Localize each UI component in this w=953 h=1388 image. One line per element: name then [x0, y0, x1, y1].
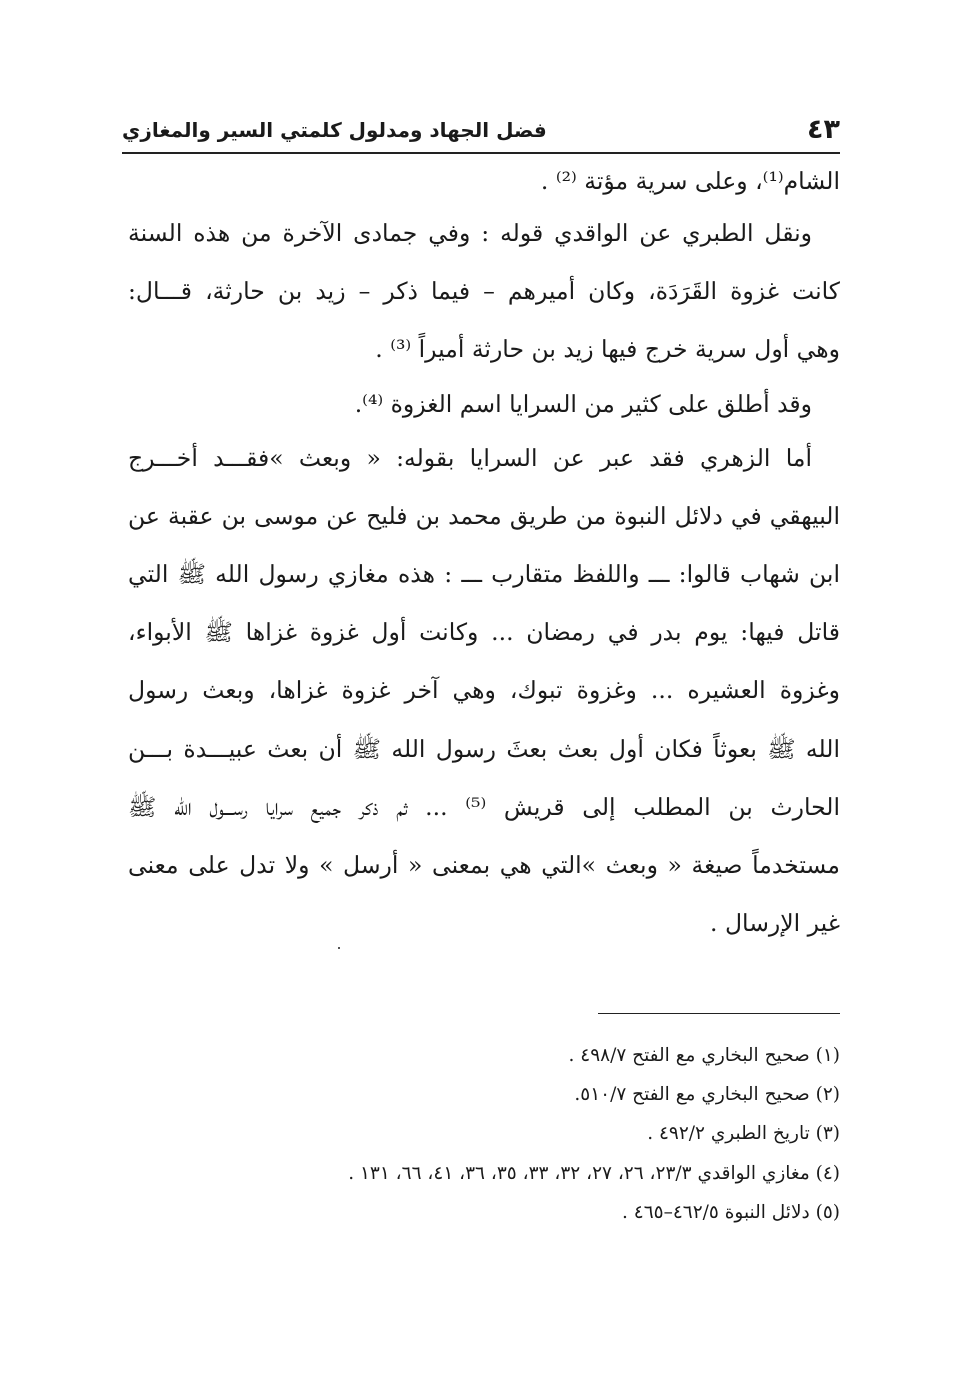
main-text — [128, 158, 840, 952]
paragraph-first-line: أما الزهري فقد عبر عن السرايا بقوله: « وبعث »فقـــد أخـــرج — [128, 443, 812, 472]
text-line: وهي أول سرية خرج فيها زيد بن حارثة أميراً ⁽³⁾ . — [375, 335, 840, 364]
text-line: قاتل فيها: يوم بدر في رمضان ... وكانت أول غزوة غزاها ﷺ الأبواء، — [128, 618, 840, 647]
footnote-separator — [598, 1013, 840, 1014]
print-speck — [338, 947, 340, 949]
running-title: فضل الجهاد ومدلول كلمتي السير والمغازي — [122, 118, 547, 142]
text-line: الحارث بن المطلب إلى قريش ⁽⁵⁾ ... ثم ذكر جميع سرايا رســـول الله ﷺ — [128, 792, 840, 821]
text-line: الله ﷺ بعوثاً فكان أول بعث بعثَ رسول الله ﷺ أن بعث عبيـــدة بـــن — [128, 734, 840, 763]
footnote-4: (٤) مغازي الواقدي ٢٣/٣، ٢٦، ٢٧، ٣٢، ٣٣، ٣٥، ٣٦، ٤١، ٦٦، ١٣١ . — [348, 1162, 840, 1184]
text-line: وغزوة العشيره ... وغزوة تبوك، وهي آخر غزوة غزاها، وبعث رسول — [128, 676, 840, 705]
paragraph-first-line: ونقل الطبري عن الواقدي قوله : وفي جمادى الآخرة من هذه السنة — [128, 219, 812, 247]
text-line: مستخدماً صيغة « وبعث »التي هي بمعنى « أرسل » ولا تدل على معنى — [128, 850, 840, 879]
footnote-2: (٢) صحيح البخاري مع الفتح ٥١٠/٧. — [574, 1084, 840, 1106]
text-line: كانت غزوة القَرَدَة، وكان أميرهم – فيما ذكر – زيد بن حارثة، قـــال: — [128, 277, 840, 306]
text-line: الشام⁽¹⁾، وعلى سرية مؤتة ⁽²⁾ . — [540, 167, 840, 195]
text-line: غير الإرسال . — [710, 909, 840, 938]
page-number: ٤٣ — [807, 114, 840, 145]
text-line: ابن شهاب قالوا: ـــ واللفظ متقارب ـــ : هذه مغازي رسول الله ﷺ التي — [128, 559, 840, 588]
footnote-1: (١) صحيح البخاري مع الفتح ٤٩٨/٧ . — [568, 1045, 840, 1066]
paragraph-first-line: وقد أطلق على كثير من السرايا اسم الغزوة ⁽⁴⁾. — [354, 389, 812, 418]
footnotes — [150, 1036, 840, 1232]
footnote-3: (٣) تاريخ الطبري ٤٩٢/٢ . — [647, 1123, 840, 1145]
running-header — [122, 112, 840, 154]
text-line: البيهقي في دلائل النبوة من طريق محمد بن فليح عن موسى بن عقبة عن — [128, 501, 840, 530]
footnote-5: (٥) دلائل النبوة ٤٦٢/٥–٤٦٥ . — [622, 1201, 840, 1223]
